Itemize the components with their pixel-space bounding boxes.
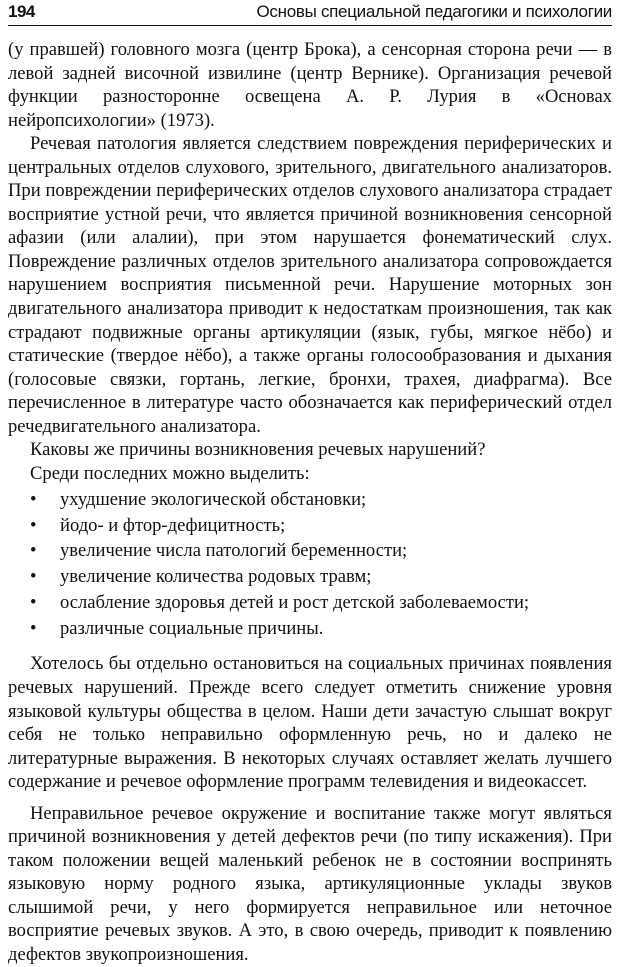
page-body [8,38,612,967]
running-header [8,0,612,28]
running-title: Основы специальной педагогики и психологии [256,2,612,21]
header-rule [8,25,612,26]
list-item-text: ухудшение экологической обстановки; [60,488,367,510]
list-item [8,591,612,615]
bullet: • [30,514,37,536]
list-item [8,539,612,563]
bullet: • [30,488,37,510]
bullet: • [30,592,37,614]
paragraph-speech-pathology: Речевая патология является следствием повреждения периферических и центральных отделов слухового, зрительного, двигательного анализаторов. При повреждении периферических отделов слухового анализатора страдает восприятие устной речи, что является причиной возникновения сенсорной афазии (или алалии), при этом нарушается фонематический слух. Повреждение различных отделов зрительного анализатора сопровождается нарушением восприятия письменной речи. Нарушение моторных зон двигательного анализатора приводит к недостаткам произношения, так как страдают подвижные органы артикуляции (язык, губы, мягкое нёбо) и статические (твердое нёбо), а также органы голосообразования и дыхания (голосовые связки, гортань, легкие, бронхи, трахея, диафрагма). Все перечисленное в литературе часто обозначается как периферический отдел речедвигательного анализатора. [8,133,612,437]
paragraph-continuation: (у правшей) головного мозга (центр Брока), а сенсорная сторона речи — в левой задней височной извилине (центр Вернике). Организация речевой функции разносторонне освещена А. Р. Лурия в «Основах нейропсихологии» (1973). [8,39,612,131]
paragraph-speech-environment: Неправильное речевое окружение и воспитание также могут являться причиной возникновения у детей дефектов речи (по типу искажения). При таком положении вещей маленький ребенок не в состоянии воспринять языковую норму родного языка, артикуляционные уклады звуков слышимой речи, у него формируется неправильное или неточное восприятие речевых звуков. А это, в свою очередь, приводит к появлению дефектов звукопроизношения. [8,802,612,966]
list-item-text: различные социальные причины. [60,617,324,639]
causes-list [8,488,612,641]
list-item-text: увеличение количества родовых травм; [60,566,372,588]
list-item-text: йодо- и фтор-дефицитность; [60,514,286,536]
bullet: • [30,566,37,588]
list-item-text: ослабление здоровья детей и рост детской заболеваемости; [60,592,530,614]
list-item [8,488,612,512]
list-item [8,617,612,641]
list-item [8,565,612,589]
paragraph-question: Каковы же причины возникновения речевых нарушений? [30,439,486,461]
list-item [8,514,612,538]
paragraph-social-causes: Хотелось бы отдельно остановиться на социальных причинах появления речевых нарушений. Прежде всего следует отметить снижение уровня языковой культуры общества в целом. Наши дети зачастую слышат вокруг себя не только неправильно оформленную речь, но и далеко не литературные выражения. В некоторых случаях оставляет желать лучшего содержание и речевое оформление программ телевидения и видеокассет. [8,653,612,793]
bullet: • [30,617,37,639]
list-item-text: увеличение числа патологий беременности; [60,540,408,562]
bullet: • [30,540,37,562]
page-number: 194 [8,2,35,21]
paragraph-list-intro: Среди последних можно выделить: [30,462,310,484]
